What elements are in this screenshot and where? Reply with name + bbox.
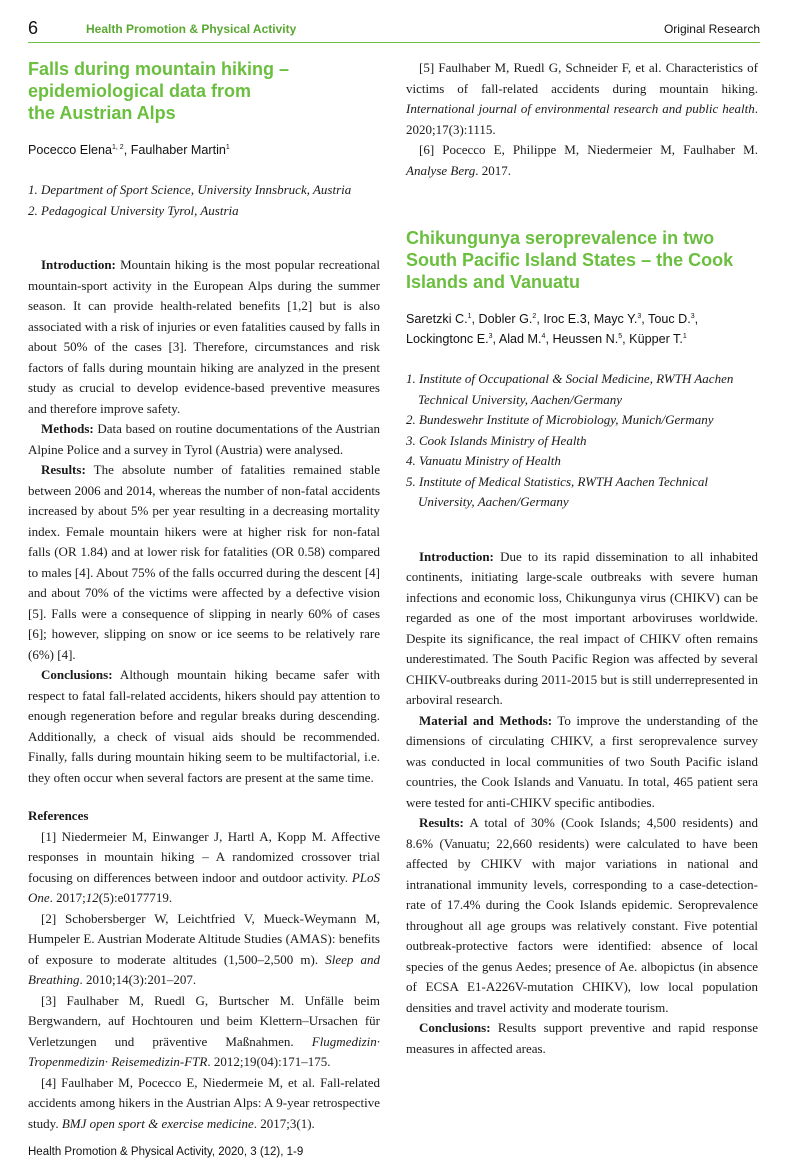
author: Pocecco Elena$^{1, 2}$ <box>28 143 124 157</box>
references-heading: References <box>28 808 89 823</box>
author: Mayc Y.$^3$ <box>593 312 642 326</box>
article-falls <box>28 58 380 1134</box>
affiliation: 1. Department of Sport Science, University Innsbruck, Austria <box>28 182 352 197</box>
article-title: Falls during mountain hiking – epidemiological data from the Austrian Alps <box>28 59 290 123</box>
right-column <box>406 58 758 1059</box>
abstract-introduction: Introduction: Mountain hiking is the most popular recreational mountain-sport activity in the European Alps during the summer season. It can provide health-related benefits [1,2] but is also associated with a risk of injuries or even fatalities caused by falls in about 50% of the cases [3]. Therefore, circumstances and risk factors of falls during mountain hiking are analyzed in the present study as crucial to develop evidence-based preventive measures and therefore improve safety. <box>28 257 380 416</box>
section-type: Original Research <box>663 22 760 36</box>
author: Dobler G.$^2$ <box>478 312 537 326</box>
author: Faulhaber Martin$^1$ <box>130 143 230 157</box>
page-footer: Health Promotion & Physical Activity, 2020, 3 (12), 1-9 <box>28 1146 304 1158</box>
reference-item: [5] Faulhaber M, Ruedl G, Schneider F, et al. Characteristics of victims of fall-related accidents during mountain hiking. International journal of environmental research and public health. 2020;17(3):1115. <box>406 60 758 137</box>
abstract-introduction: Introduction: Due to its rapid dissemination to all inhabited continents, initiating large-scale outbreaks with severe human infections and economic loss, Chikungunya virus (CHIKV) can be regarded as one of the most important arboviruses worldwide. Despite its significance, the real impact of CHIKV often remains underestimated. The South Pacific Region was affected by several CHIKV-outbreaks during 2011-2015 but is still underrepresented in arboviral research. <box>406 548 758 707</box>
reference-item: [1] Niedermeier M, Einwanger J, Hartl A, Kopp M. Affective responses in mountain hiking – A randomized crossover trial focusing on differences between indoor and outdoor activity. PLoS One. 2017;12(5):e0177719. <box>28 828 380 905</box>
affiliation: 2. Pedagogical University Tyrol, Austria <box>28 202 239 218</box>
author: Iroc E.3 <box>543 312 587 326</box>
affiliation: 3. Cook Islands Ministry of Health <box>406 432 587 448</box>
page-header <box>28 16 760 43</box>
affiliation: 2. Bundeswehr Institute of Microbiology, Munich/Germany <box>406 412 714 427</box>
article-chikungunya <box>406 227 758 1059</box>
reference-item: [6] Pocecco E, Philippe M, Niedermeier M, Faulhaber M. Analyse Berg. 2017. <box>406 142 758 178</box>
author-list: Saretzki C.$^1$, Dobler G.$^2$, Iroc E.3, Mayc Y.$^3$, Touc D.$^3$, Lockingtonc E.$^3$, Alad M.$^4$, Heussen N.$^5$, Küpper T.$^1$ <box>406 312 699 346</box>
reference-item: [4] Faulhaber M, Pocecco E, Niedermeie M, et al. Fall-related accidents among hikers in the Austrian Alps: A 9-year retrospective study. BMJ open sport & exercise medicine. 2017;3(1). <box>28 1074 380 1131</box>
reference-item: [3] Faulhaber M, Ruedl G, Burtscher M. Unfälle beim Bergwandern, auf Hochtouren und beim Klettern–Ursachen für Verletzungen und präventive Maßnahmen. Flugmedizin· Tropenmedizin· Reisemedizin-FTR. 2012;19(04):171–175. <box>28 992 380 1069</box>
author: Lockingtonc E.$^3$ <box>406 332 493 346</box>
author: Heussen N.$^5$ <box>552 332 623 346</box>
author: Touc D.$^3$ <box>648 312 695 326</box>
author-list: Pocecco Elena$^{1, 2}$, Faulhaber Martin$^1$ <box>28 143 230 157</box>
affiliation: 1. Institute of Occupational & Social Medicine, RWTH Aachen Technical University, Aachen/Germany <box>406 371 734 407</box>
page-number: 6 <box>28 18 39 38</box>
author: Küpper T.$^1$ <box>629 332 687 346</box>
affiliation: 5. Institute of Medical Statistics, RWTH Aachen Technical University, Aachen/Germany <box>406 473 708 509</box>
affiliation-list <box>406 369 758 513</box>
author: Saretzki C.$^1$ <box>406 312 472 326</box>
article-title: Chikungunya seroprevalence in two South Pacific Island States – the Cook Islands and Vanuatu <box>406 228 734 292</box>
abstract-results: Results: A total of 30% (Cook Islands; 4,500 residents) and 8.6% (Vanuatu; 22,660 residents) were calculated to have been affected by CHIKV with major variations in national and intranational immunity levels, corresponding to a case-detection-rate of 17.4% during the Cook Islands epidemic. Seroprevalence throughout all age groups was relatively constant. Five potential outbreak-protective factors were identified: absence of local species of the genus Aedes; presence of Ae. albopictus (in absence of ECSA E1-A226V-mutation CHIKV), low local population densities and travel activity and moderate tourism. <box>406 815 758 1015</box>
affiliation: 4. Vanuatu Ministry of Health <box>406 453 561 468</box>
affiliation-list <box>28 180 380 221</box>
abstract-results: Results: The absolute number of fatalities remained stable between 2006 and 2014, whereas the number of non-fatal accidents increased by about 5% per year resulting in a decreasing mortality index. Female mountain hikers were at higher risk for non-fatal falls (OR 1.84) and at lower risk for fatalities (OR 0.58) compared to males [4]. About 75% of the falls occurred during the descent [4] and about 70% of the victims were affected by a defective vision [5]. Falls were a consequence of slipping in nearly 60% of cases [6]; however, slipping on snow or ice seems to be relatively rare (6%) [4]. <box>28 462 380 662</box>
abstract-methods: Material and Methods: To improve the understanding of the dimensions of circulating CHIKV, a first seroprevalence survey was conducted in local communities of two South Pacific island countries, the Cook Islands and Vanuatu. In total, 465 patient sera were tested for anti-CHIKV specific antibodies. <box>406 712 758 810</box>
journal-name: Health Promotion & Physical Activity <box>86 22 297 36</box>
abstract-methods: Methods: Data based on routine documentations of the Austrian Alpine Police and a survey in Tyrol (Austria) were analysed. <box>28 421 380 457</box>
abstract-conclusions: Conclusions: Results support preventive and rapid response measures in affected areas. <box>406 1020 758 1056</box>
reference-item: [2] Schobersberger W, Leichtfried V, Mueck-Weymann M, Humpeler E. Austrian Moderate Altitude Studies (AMAS): benefits of exposure to moderate altitudes (1,500–2,500 m). Sleep and Breathing. 2010;14(3):201–207. <box>28 910 380 987</box>
abstract-conclusions: Conclusions: Although mountain hiking became safer with respect to fatal fall-related accidents, hikers should pay attention to enough regeneration before and regular breaks during descending. Additionally, a check of visual aids should be recommended. Finally, falls during mountain hiking seem to be multifactorial, i.e. they often occur when several factors are present at the same time. <box>28 667 380 785</box>
author: Alad M.$^4$ <box>498 332 546 346</box>
